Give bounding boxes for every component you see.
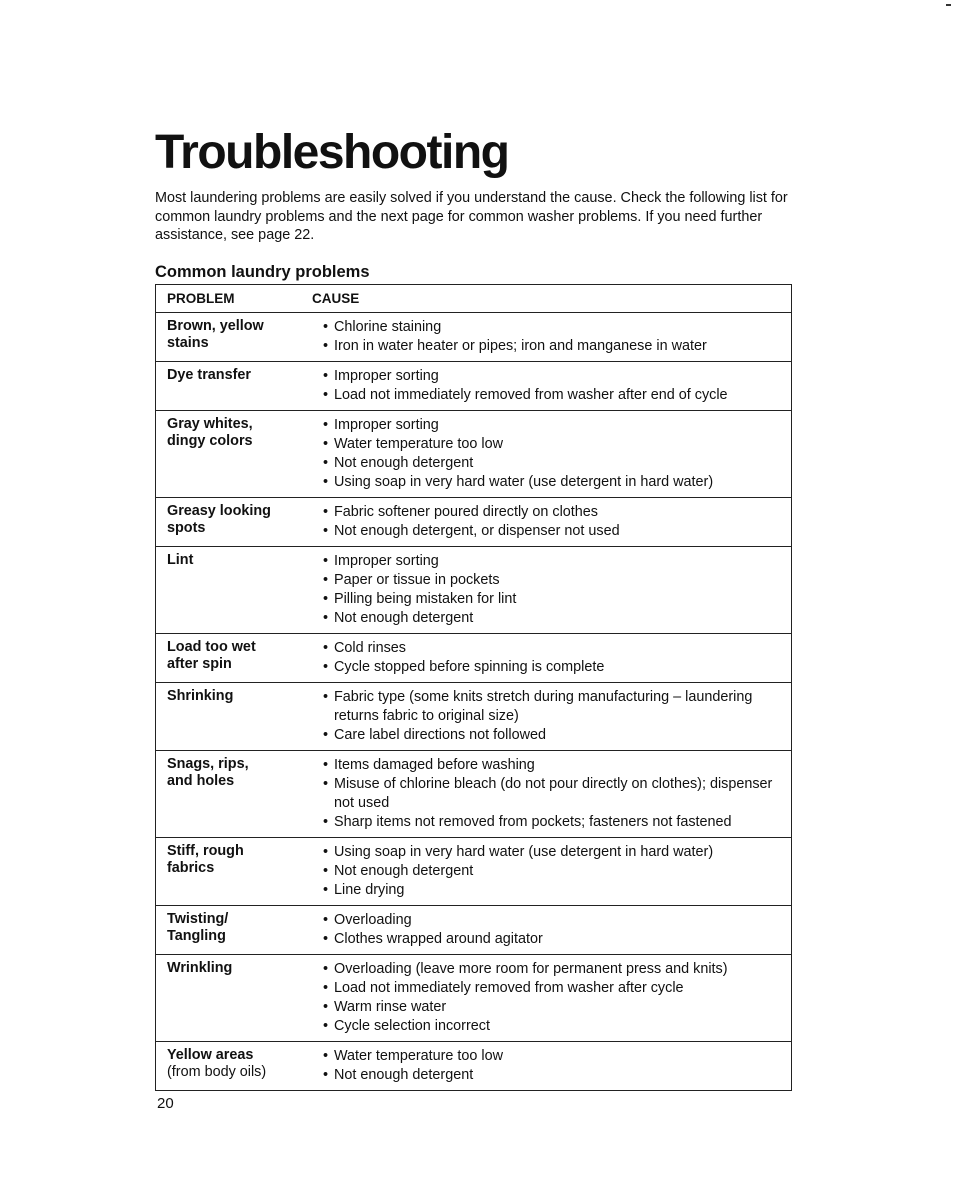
problem-label: Stiff, rough [167, 842, 244, 859]
cause-item: • Misuse of chlorine bleach (do not pour directly on clothes); dispenser not used [323, 775, 785, 813]
table-row [156, 750, 792, 837]
problem-cell [156, 633, 313, 682]
cause-list [323, 552, 785, 628]
cause-cell [312, 633, 792, 682]
cause-item: • Warm rinse water [323, 998, 785, 1017]
cause-cell [312, 546, 792, 633]
table-row [156, 682, 792, 750]
cause-item: • Fabric softener poured directly on clothes [323, 503, 785, 522]
problem-label: Snags, rips, [167, 755, 249, 772]
problem-cell [156, 682, 313, 750]
cause-item: • Water temperature too low [323, 435, 785, 454]
problem-label: Wrinkling [167, 959, 233, 976]
cause-item: • Paper or tissue in pockets [323, 571, 785, 590]
problem-label: Yellow areas [167, 1046, 254, 1063]
cause-item: • Improper sorting [323, 552, 785, 571]
document-page [155, 125, 795, 1091]
cause-item: • Care label directions not followed [323, 726, 785, 745]
cause-list [323, 416, 785, 492]
table-body [156, 312, 792, 1090]
cause-item: • Fabric type (some knits stretch during manufacturing – laundering returns fabric to original size) [323, 688, 785, 726]
cause-list [323, 639, 785, 677]
cause-item: • Not enough detergent, or dispenser not used [323, 522, 785, 541]
table-header-row [156, 284, 792, 312]
cause-item: • Line drying [323, 881, 785, 900]
table-row [156, 954, 792, 1041]
table-row [156, 361, 792, 410]
table-row [156, 546, 792, 633]
cause-list [323, 503, 785, 541]
problem-label: Twisting/ [167, 910, 229, 927]
problem-label: dingy colors [167, 433, 253, 449]
cause-item: • Pilling being mistaken for lint [323, 590, 785, 609]
cause-cell [312, 497, 792, 546]
cause-item: • Cold rinses [323, 639, 785, 658]
laundry-problems-table [155, 284, 792, 1091]
cause-cell [312, 410, 792, 497]
table-row [156, 905, 792, 954]
problem-label: Gray whites, [167, 415, 253, 432]
table-row [156, 633, 792, 682]
cause-list [323, 318, 785, 356]
problem-label: and holes [167, 773, 235, 789]
cause-list [323, 756, 785, 832]
problem-note: (from body oils) [167, 1064, 267, 1080]
table-row [156, 497, 792, 546]
page-title: Troubleshooting [155, 126, 509, 179]
problem-label: Brown, yellow [167, 317, 264, 334]
cause-item: • Clothes wrapped around agitator [323, 930, 785, 949]
cause-list [323, 688, 785, 745]
cause-item: • Overloading (leave more room for permanent press and knits) [323, 960, 785, 979]
cause-item: • Load not immediately removed from washer after cycle [323, 979, 785, 998]
cause-item: • Sharp items not removed from pockets; fasteners not fastened [323, 813, 785, 832]
problem-cell [156, 361, 313, 410]
section-heading: Common laundry problems [155, 262, 370, 281]
problem-cell [156, 750, 313, 837]
cause-cell [312, 1041, 792, 1090]
problem-label: Greasy looking [167, 502, 271, 519]
cause-item: • Water temperature too low [323, 1047, 785, 1066]
problem-cell [156, 497, 313, 546]
cause-item: • Not enough detergent [323, 609, 785, 628]
problem-label: fabrics [167, 860, 215, 876]
table-row [156, 837, 792, 905]
table-row [156, 1041, 792, 1090]
cause-column-header: CAUSE [312, 284, 792, 312]
cause-item: • Overloading [323, 911, 785, 930]
problem-label: after spin [167, 656, 232, 672]
cause-item: • Cycle selection incorrect [323, 1017, 785, 1036]
cause-item: • Load not immediately removed from washer after end of cycle [323, 386, 785, 405]
cause-item: • Improper sorting [323, 416, 785, 435]
problem-cell [156, 954, 313, 1041]
cause-item: • Using soap in very hard water (use detergent in hard water) [323, 843, 785, 862]
table-row [156, 410, 792, 497]
cause-item: • Not enough detergent [323, 1066, 785, 1085]
cause-item: • Not enough detergent [323, 862, 785, 881]
cause-cell [312, 837, 792, 905]
problem-cell [156, 1041, 313, 1090]
problem-label: Tangling [167, 928, 226, 944]
cause-list [323, 843, 785, 900]
problem-cell [156, 837, 313, 905]
cause-cell [312, 750, 792, 837]
table-row [156, 312, 792, 361]
problem-label: spots [167, 520, 206, 536]
problem-label: Shrinking [167, 687, 234, 704]
problem-cell [156, 905, 313, 954]
problem-cell [156, 546, 313, 633]
cause-item: • Chlorine staining [323, 318, 785, 337]
problem-label: Load too wet [167, 638, 256, 655]
cause-item: • Improper sorting [323, 367, 785, 386]
cause-list [323, 911, 785, 949]
cause-cell [312, 312, 792, 361]
problem-cell [156, 410, 313, 497]
cause-cell [312, 905, 792, 954]
cause-item: • Using soap in very hard water (use detergent in hard water) [323, 473, 785, 492]
cause-item: • Iron in water heater or pipes; iron and manganese in water [323, 337, 785, 356]
cause-cell [312, 954, 792, 1041]
intro-paragraph: Most laundering problems are easily solved if you understand the cause. Check the following list for common laundry problems and the next page for common washer problems. If you need further assistance, see page 22. [155, 190, 788, 243]
cause-list [323, 367, 785, 405]
cause-cell [312, 682, 792, 750]
problem-label: Dye transfer [167, 366, 251, 383]
problem-column-header: PROBLEM [156, 284, 313, 312]
cause-item: • Items damaged before washing [323, 756, 785, 775]
page-number: 20 [157, 1095, 174, 1112]
cause-list [323, 960, 785, 1036]
problem-cell [156, 312, 313, 361]
problem-label: Lint [167, 551, 194, 568]
cause-list [323, 1047, 785, 1085]
cause-item: • Cycle stopped before spinning is complete [323, 658, 785, 677]
problem-label: stains [167, 335, 209, 351]
cause-item: • Not enough detergent [323, 454, 785, 473]
cause-cell [312, 361, 792, 410]
page-edge-mark [946, 4, 951, 6]
